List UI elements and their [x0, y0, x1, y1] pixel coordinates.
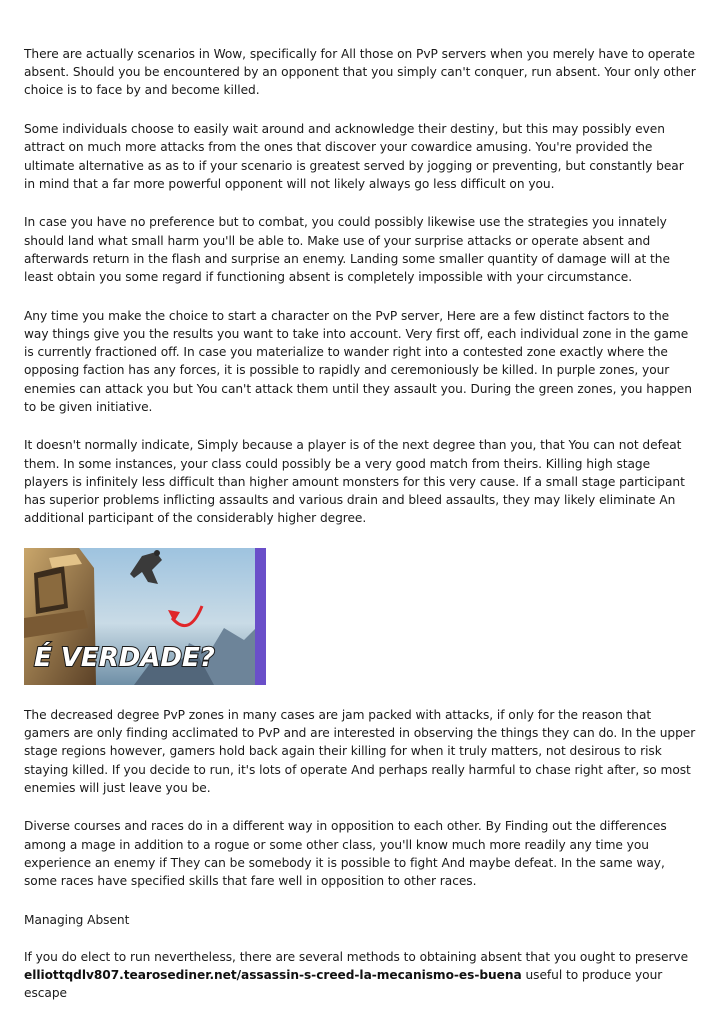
paragraph-3: In case you have no preference but to combat, you could possibly likewise use the strategies you innately should land what small harm you'll be able to. Make use of your surprise attacks or operate absent and afterwards return in the flash and surprise an enemy. Landing some smaller quantity of damage will at the least obtain you some regard if functioning absent is completely impossible with your circumstance.	[24, 215, 670, 285]
paragraph-6: The decreased degree PvP zones in many cases are jam packed with attacks, if only for the reason that gamers are only finding acclimated to PvP and are interested in observing the things they can do. In the upper stage regions however, gamers hold back again their killing for when it truly matters, not desirous to risk staying killed. If you decide to run, it's lots of operate And perhaps really harmful to chase right after, so most enemies will just leave you be.	[24, 707, 696, 795]
article-link[interactable]: elliottqdlv807.tearosediner.net/assassin-s-creed-la-mecanismo-es-buena	[24, 968, 522, 983]
article-body	[24, 45, 696, 1023]
paragraph-8	[24, 948, 696, 1003]
paragraph-7: Diverse courses and races do in a different way in opposition to each other. By Finding out the differences among a mage in addition to a rogue or some other class, you'll know much more readily any time you experience an enemy if They can be somebody it is possible to fight And maybe defeat. In the same way, some races have specified skills that fare well in opposition to other races.	[24, 819, 667, 889]
paragraph-8-text-after: useful to produce your escape	[24, 968, 663, 1001]
paragraph-2: Some individuals choose to easily wait around and acknowledge their destiny, but this may possibly even attract on much more attacks from the ones that discover your cowardice amusing. You're provided the ultimate alternative as as to if your scenario is greatest served by jogging or preventing, but constantly bear in mind that a far more powerful opponent will not likely always go less difficult on you.	[24, 122, 684, 191]
game-screenshot-illustration	[24, 548, 266, 685]
paragraph-4: Any time you make the choice to start a character on the PvP server, Here are a few distinct factors to the way things give you the results you want to take into account. Very first off, each individual zone in the game is currently fractioned off. In case you materialize to wander right into a contested zone exactly where the opposing faction has any forces, it is possible to rapidly and ceremoniously be killed. In purple zones, your enemies can attack you but You can't attack them until they assault you. During the green zones, you happen to be given initiative.	[24, 308, 692, 414]
paragraph-5: It doesn't normally indicate, Simply because a player is of the next degree than you, that You can not defeat them. In some instances, your class could possibly be a very good match from theirs. Killing high stage players is infinitely less difficult than higher amount monsters for this very cause. If a small stage participant has superior problems inflicting assaults and various drain and bleed assaults, they may likely eliminate An additional participant of the considerably higher degree.	[24, 438, 685, 526]
article-image	[24, 548, 266, 685]
image-caption: É VERDADE?	[34, 642, 215, 673]
section-heading-managing-absent: Managing Absent	[24, 912, 130, 927]
paragraph-1: There are actually scenarios in Wow, specifically for All those on PvP servers when you merely have to operate absent. Should you be encountered by an opponent that you simply can't conquer, run absent. Your only other choice is to face by and become killed.	[24, 47, 696, 98]
paragraph-8-text-before: If you do elect to run nevertheless, there are several methods to obtaining absent that you ought to preserve	[24, 950, 689, 964]
